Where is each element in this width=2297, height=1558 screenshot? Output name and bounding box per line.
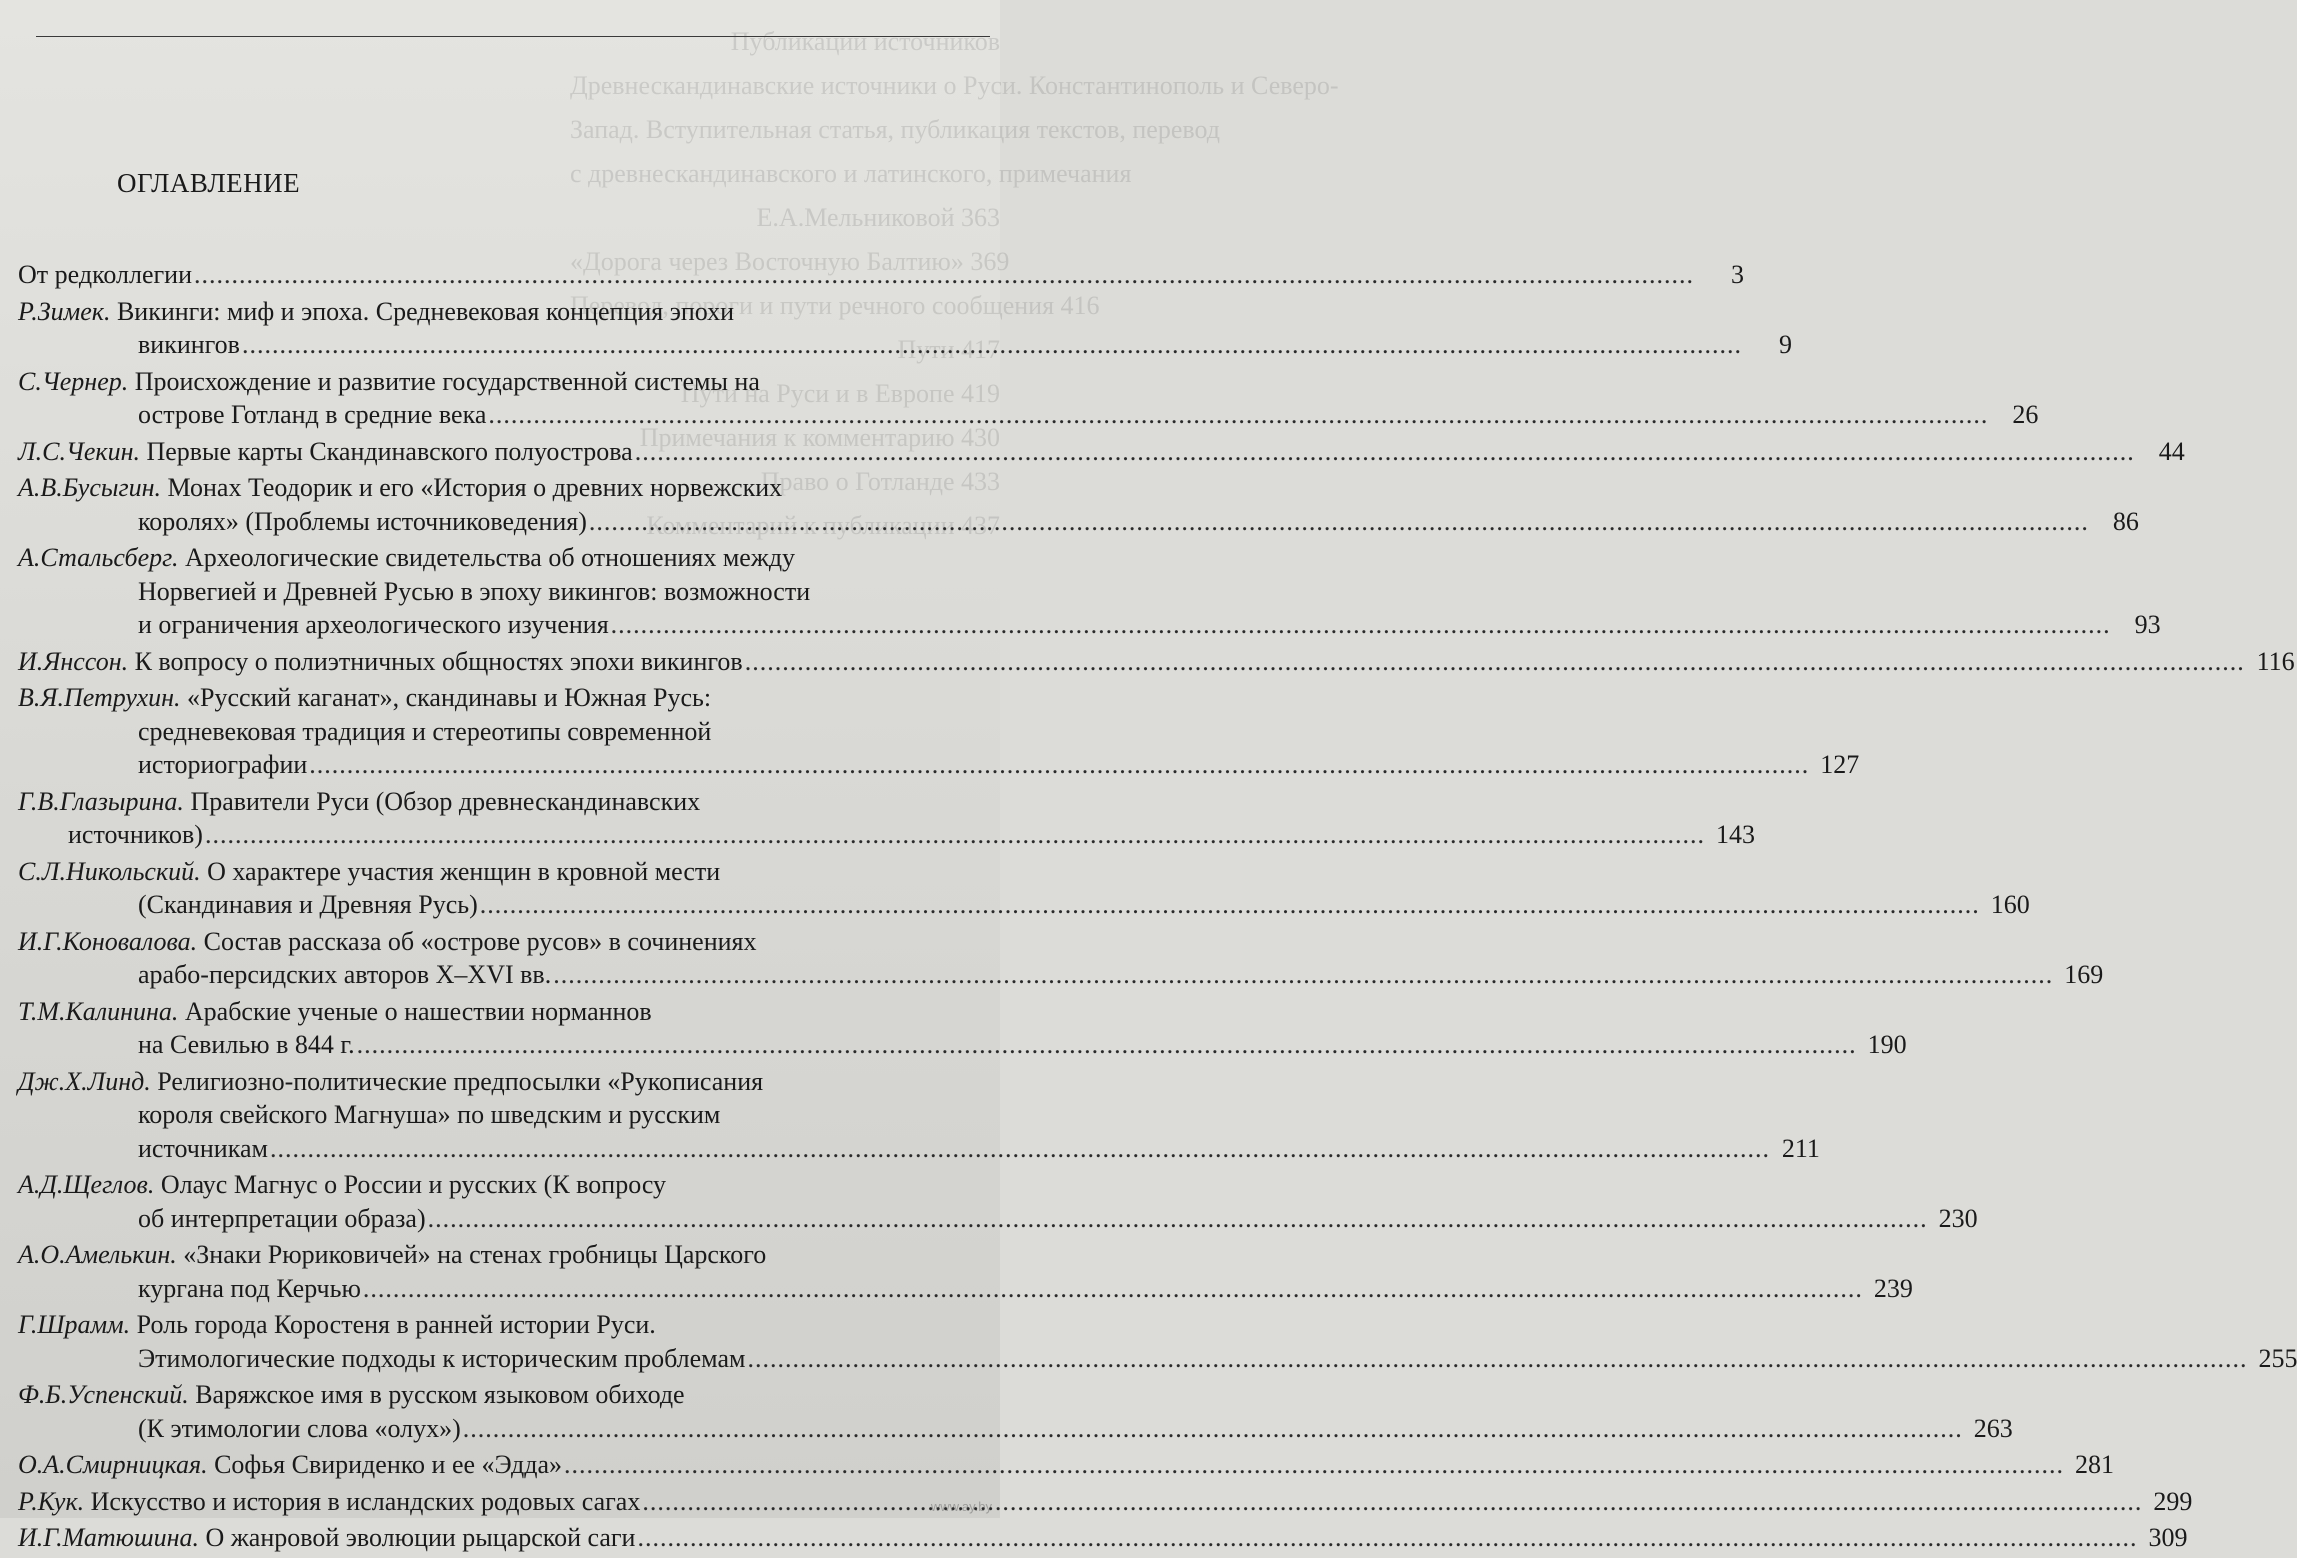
toc-title-line: источникам (138, 1133, 268, 1163)
toc-entry (18, 471, 2139, 538)
toc-title-line: Археологические свидетельства об отношениях между (178, 543, 796, 572)
toc-line (18, 471, 988, 505)
toc-last-line (18, 1028, 1907, 1062)
dot-leader (428, 1202, 1928, 1236)
toc-author: А.В.Бусыгин. (18, 473, 162, 502)
toc-entry (18, 925, 2104, 992)
dot-leader (564, 1448, 2064, 1482)
toc-last-line (18, 888, 2030, 922)
toc-title-line: Роль города Коростеня в ранней истории Руси. (130, 1310, 656, 1339)
toc-entry (18, 541, 2161, 642)
toc-author: А.Стальсберг. (18, 543, 179, 572)
toc-title-line: «Русский каганат», скандинавы и Южная Русь: (180, 683, 712, 712)
toc-text (18, 258, 192, 292)
toc-title-line: О жанровой эволюции рыцарской саги (199, 1523, 636, 1552)
toc-author: С.Л.Никольский. (18, 856, 201, 886)
toc-text (138, 398, 486, 432)
dot-leader (309, 748, 1809, 782)
toc-line (18, 995, 988, 1029)
toc-text (138, 328, 240, 362)
toc-entry (18, 1238, 1913, 1305)
toc-text (18, 927, 757, 956)
toc-last-line (18, 608, 2161, 642)
toc-last-line (18, 1342, 2297, 1376)
toc-entry (18, 785, 1755, 852)
toc-title-line: короля свейского Магнуша» по шведским и русским (138, 1100, 721, 1129)
toc-author: Р.Кук. (18, 1486, 85, 1516)
toc-title-line: Правители Руси (Обзор древнескандинавских (183, 786, 701, 816)
toc-text (138, 717, 711, 746)
toc-title-line: об интерпретации образа) (138, 1203, 426, 1233)
dot-leader (589, 505, 2089, 539)
toc-line (18, 1065, 988, 1099)
dot-leader (357, 1028, 1857, 1062)
toc-author: Г.Шрамм. (18, 1310, 131, 1339)
dot-leader (205, 818, 1705, 852)
toc-page-number: 93 (2134, 610, 2161, 639)
toc-title-line: на Севилью в 844 г. (138, 1030, 355, 1059)
toc-title-line: От редколлегии (18, 260, 193, 289)
toc-entry (18, 1065, 1820, 1166)
toc-text (138, 1132, 268, 1166)
toc-text (18, 645, 743, 679)
toc-title-line: Норвегией и Древней Русью в эпоху викингов: возможности (138, 576, 811, 606)
toc-entry (18, 855, 2030, 922)
toc-title-line: Викинги: миф и эпоха. Средневековая концепция эпохи (110, 296, 735, 326)
toc-page-number: 211 (1781, 1133, 1820, 1163)
toc-entry (18, 435, 2185, 469)
toc-author: Г.В.Глазырина. (18, 786, 184, 816)
ghost-line: Запад. Вступительная статья, публикация текстов, перевод (570, 115, 1220, 144)
dot-leader (194, 258, 1694, 292)
toc-last-line (18, 1272, 1913, 1306)
toc-text (138, 1342, 745, 1376)
toc-entry (18, 1168, 1978, 1235)
toc-author: И.Г.Коновалова. (18, 926, 198, 956)
dot-leader (637, 1521, 2137, 1555)
ghost-line: с древнескандинавского и латинского, примечания (570, 159, 1132, 188)
toc-last-line (18, 645, 2295, 679)
toc-line (18, 1308, 988, 1342)
toc-author: И.Янссон. (18, 646, 129, 676)
toc-author: И.Г.Матюшина. (18, 1523, 200, 1552)
toc-text (18, 1170, 666, 1199)
toc-last-line (18, 258, 1745, 292)
toc-title-line: Варяжское имя в русском языковом обиходе (188, 1380, 685, 1409)
ghost-line: Примечания к комментарию 430 (639, 423, 1000, 452)
toc-last-line (18, 1202, 1978, 1236)
toc-text (138, 1202, 426, 1236)
toc-page-number: 230 (1938, 1203, 1978, 1233)
toc-text (18, 367, 760, 396)
dot-leader (642, 1485, 2142, 1519)
ghost-line: Пути 417 (897, 335, 1000, 364)
toc-text (18, 1380, 685, 1409)
toc-page-number: 239 (1873, 1273, 1913, 1303)
toc-author: Р.Зимек. (18, 296, 111, 326)
toc-line (18, 785, 988, 819)
toc-text (18, 997, 652, 1026)
toc-title-line: средневековая традиция и стереотипы современной (138, 716, 712, 746)
toc-entry (18, 1521, 2188, 1555)
toc-text (18, 1067, 763, 1096)
toc-author: С.Чернер. (18, 366, 129, 396)
toc-title-line: Олаус Магнус о России и русских (К вопросу (154, 1170, 667, 1199)
toc-text (138, 1412, 461, 1446)
dot-leader (270, 1132, 1770, 1166)
toc-title-line: Происхождение и развитие государственной системы на (128, 366, 760, 396)
top-rule (36, 36, 990, 37)
toc-text (18, 1485, 640, 1519)
toc-author: А.Д.Щеглов. (18, 1170, 155, 1199)
toc-page-number: 26 (2012, 400, 2039, 429)
toc-page-number: 299 (2153, 1486, 2193, 1516)
toc-author: О.А.Смирницкая. (18, 1450, 208, 1479)
toc-line (18, 681, 988, 715)
toc-author: Ф.Б.Успенский. (18, 1380, 189, 1409)
toc-text (68, 818, 203, 852)
toc-page-number: 255 (2258, 1343, 2297, 1373)
toc-line (18, 295, 988, 329)
toc-text (138, 1028, 355, 1062)
toc-title-line: Первые карты Скандинавского полуострова (139, 436, 633, 466)
toc-entry (18, 1485, 2193, 1519)
toc-entry (18, 365, 2039, 432)
toc-title-line: кургана под Керчью (138, 1273, 361, 1303)
toc-title-line: королях» (Проблемы источниковедения) (138, 506, 587, 536)
toc-last-line (18, 1448, 2115, 1482)
toc-page-number: 127 (1820, 750, 1860, 779)
toc-text (138, 505, 587, 539)
toc-text (18, 1310, 656, 1339)
toc-title-line: Искусство и история в исландских родовых сагах (84, 1486, 641, 1516)
toc-text (138, 958, 551, 992)
toc-title-line: Монах Теодорик и его «История о древних норвежских (161, 473, 783, 502)
dot-leader (480, 888, 1980, 922)
toc-text (18, 435, 633, 469)
toc-entry (18, 645, 2295, 679)
toc-page-number: 143 (1715, 820, 1755, 849)
toc-page-number: 86 (2112, 506, 2139, 536)
dot-leader (635, 435, 2135, 469)
dot-leader (488, 398, 1988, 432)
toc-page-number: 44 (2158, 436, 2185, 466)
toc-title-line: «Знаки Рюриковичей» на стенах гробницы Царского (176, 1240, 767, 1269)
toc-text (18, 1448, 562, 1482)
toc-page-number: 116 (2256, 646, 2295, 676)
toc-author: Т.М.Калинина. (18, 996, 179, 1026)
ghost-line: Пути на Руси и в Европе 419 (680, 379, 1000, 408)
toc-line (18, 365, 988, 399)
ghost-line: Е.А.Мельниковой 363 (756, 203, 1000, 232)
toc-line (18, 925, 988, 959)
toc-entry (18, 995, 1907, 1062)
toc-title-line: и ограничения археологического изучения (138, 610, 609, 639)
toc-text (18, 297, 734, 326)
toc-last-line (18, 1412, 2013, 1446)
toc-text (138, 1272, 361, 1306)
toc-last-line (18, 1485, 2193, 1519)
toc-line (18, 1168, 988, 1202)
toc-line (18, 541, 988, 575)
toc-text (138, 888, 478, 922)
toc-line (18, 1378, 988, 1412)
toc-author: Дж.Х.Линд. (18, 1066, 151, 1096)
toc-text (18, 857, 720, 886)
toc-entry (18, 1448, 2115, 1482)
ghost-line: Комментарий к публикации 437 (646, 511, 1000, 540)
toc-title-line: (К этимологии слова «олух») (138, 1413, 461, 1443)
toc-title-line: острове Готланд в средние века (138, 400, 487, 429)
dot-leader (745, 645, 2245, 679)
toc-text (18, 1240, 766, 1269)
ghost-line: «Дорога через Восточную Балтию» 369 (570, 247, 1010, 276)
dot-leader (363, 1272, 1863, 1306)
toc-page-number: 263 (1973, 1413, 2013, 1443)
watermark: www.ay.by (930, 1499, 992, 1514)
toc-entry (18, 258, 1745, 292)
toc-entry (18, 1308, 2297, 1375)
toc-last-line (18, 1132, 1820, 1166)
toc-last-line (18, 398, 2039, 432)
toc-text (138, 577, 810, 606)
toc-title-line: Арабские ученые о нашествии норманнов (178, 996, 652, 1026)
toc-page-number: 169 (2064, 960, 2104, 989)
toc-text (18, 473, 782, 502)
toc-text (18, 787, 700, 816)
toc-text (138, 608, 609, 642)
toc-entry (18, 681, 1860, 782)
dot-leader (553, 958, 2053, 992)
toc-page-number: 160 (1990, 890, 2030, 919)
toc-line (18, 715, 988, 749)
dot-leader (747, 1342, 2247, 1376)
toc-entry (18, 1378, 2013, 1445)
toc-text (138, 748, 307, 782)
toc-last-line (18, 748, 1860, 782)
toc-text (18, 683, 711, 712)
ghost-line: Перевод, пороги и пути речного сообщения 416 (570, 291, 1100, 320)
toc-last-line (18, 1521, 2188, 1555)
dot-leader (242, 328, 1742, 362)
toc-last-line (18, 435, 2185, 469)
toc-line (18, 575, 988, 609)
toc-page-number: 281 (2075, 1450, 2115, 1479)
toc-title-line: викингов (138, 330, 240, 359)
toc-last-line (18, 328, 1792, 362)
ghost-line: Право о Готланде 433 (760, 467, 1000, 496)
toc-title-line: источников) (68, 820, 203, 849)
toc-title-line: (Скандинавия и Древняя Русь) (138, 890, 478, 919)
toc-page-number: 309 (2148, 1523, 2188, 1552)
ghost-line: Древнескандинавские источники о Руси. Константинополь и Северо- (570, 71, 1339, 100)
toc-author: А.О.Амелькин. (18, 1240, 177, 1269)
toc-last-line (18, 818, 1755, 852)
dot-leader (611, 608, 2111, 642)
toc-text (18, 1521, 635, 1555)
toc-last-line (18, 958, 2104, 992)
toc-author: Л.С.Чекин. (18, 436, 140, 466)
toc-line (18, 1098, 988, 1132)
toc-title-line: арабо-персидских авторов X–XVI вв. (138, 960, 552, 989)
toc-line (18, 855, 988, 889)
toc-title-line: историографии (138, 750, 308, 779)
toc-author: В.Я.Петрухин. (18, 683, 181, 712)
toc-title-line: Состав рассказа об «острове русов» в сочинениях (197, 926, 757, 956)
toc-page-number: 3 (1731, 260, 1745, 289)
toc-page-number: 190 (1867, 1030, 1907, 1059)
page-title: ОГЛАВЛЕНИЕ (117, 168, 301, 198)
table-of-contents (18, 258, 2297, 1558)
dot-leader (463, 1412, 1963, 1446)
toc-title-line: Софья Свириденко и ее «Эдда» (207, 1450, 563, 1479)
toc-text (138, 1100, 720, 1129)
toc-title-line: О характере участия женщин в кровной мести (200, 856, 721, 886)
toc-entry (18, 295, 1792, 362)
toc-title-line: Этимологические подходы к историческим проблемам (138, 1343, 746, 1373)
toc-title-line: К вопросу о полиэтничных общностях эпохи викингов (128, 646, 743, 676)
toc-text (18, 543, 795, 572)
ghost-line: Публикации источников (730, 27, 1000, 56)
toc-last-line (18, 505, 2139, 539)
toc-line (18, 1238, 988, 1272)
toc-page-number: 9 (1778, 330, 1792, 359)
toc-title-line: Религиозно-политические предпосылки «Рукописания (150, 1066, 764, 1096)
